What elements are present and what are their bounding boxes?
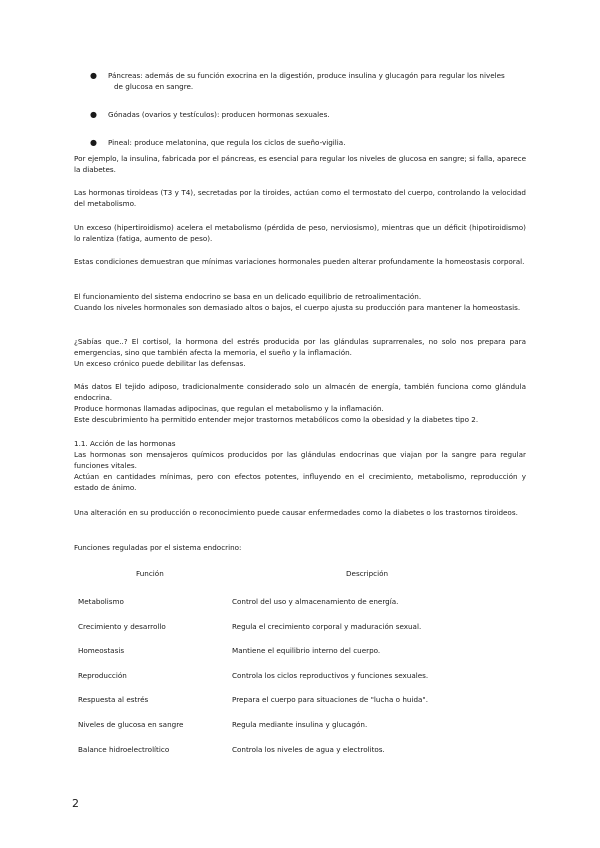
paragraph-adipose — [74, 381, 526, 425]
paragraph-hyperthyroidism — [74, 222, 526, 244]
table-row — [74, 719, 526, 744]
bullet-text-continued: de glucosa en sangre. — [114, 82, 194, 91]
paragraph-homeostasis — [74, 256, 526, 267]
paragraph-line: Estas condiciones demuestran que mínimas variaciones hormonales pueden alterar profundamente la homeostasis corporal. — [74, 257, 525, 266]
table-cell-function: Homeostasis — [78, 646, 125, 656]
list-item — [80, 137, 530, 148]
paragraph-line: Produce hormonas llamadas adipocinas, que regulan el metabolismo y la inflamación. — [74, 404, 384, 413]
table-cell-description: Prepara el cuerpo para situaciones de "lucha o huida". — [232, 695, 429, 705]
paragraph-cortisol — [74, 336, 526, 369]
gland-bullet-list — [80, 70, 530, 165]
paragraph-line: ¿Sabías que..? El cortisol, la hormona del estrés producida por las glándulas suprarrenales, no solo nos prepara para emergencias, sino que también afecta la memoria, el sueño y la inflamación. — [74, 337, 526, 357]
paragraph-line: Por ejemplo, la insulina, fabricada por el páncreas, es esencial para regular los niveles de glucosa en sangre; si falla, aparece la diabetes. — [74, 154, 526, 174]
section-heading: 1.1. Acción de las hormonas — [74, 439, 176, 448]
paragraph-thyroid — [74, 187, 526, 209]
endocrine-functions-table — [74, 568, 526, 768]
table-cell-function: Metabolismo — [78, 597, 124, 606]
table-row — [74, 645, 526, 670]
bullet-icon: ● — [90, 71, 97, 80]
table-cell-function: Reproducción — [78, 670, 127, 680]
table-cell-description: Controla los ciclos reproductivos y funciones sexuales. — [232, 670, 429, 680]
table-header-function: Función — [136, 569, 164, 578]
paragraph-line: Un exceso crónico puede debilitar las defensas. — [74, 359, 246, 368]
paragraph-line: Funciones reguladas por el sistema endocrino: — [74, 543, 242, 552]
table-intro — [74, 542, 526, 553]
list-item — [80, 109, 530, 120]
paragraph-feedback — [74, 291, 526, 313]
table-cell-description: Controla los niveles de agua y electrolitos. — [232, 744, 385, 754]
list-item — [80, 70, 530, 92]
table-row — [74, 621, 526, 646]
table-row — [74, 596, 526, 621]
table-cell-description: Mantiene el equilibrio interno del cuerpo. — [232, 646, 381, 656]
paragraph-line: Una alteración en su producción o reconocimiento puede causar enfermedades como la diabetes o los trastornos tiroideos. — [74, 508, 518, 517]
paragraph-line: El funcionamiento del sistema endocrino se basa en un delicado equilibrio de retroalimentación. — [74, 292, 422, 301]
paragraph-line: Más datos El tejido adiposo, tradicionalmente considerado solo un almacén de energía, también funciona como glándula endocrina. — [74, 382, 526, 402]
table-header-row — [74, 568, 526, 582]
table-cell-function: Respuesta al estrés — [78, 695, 149, 705]
paragraph-insulin — [74, 153, 526, 175]
bullet-text: Gónadas (ovarios y testículos): producen hormonas sexuales. — [108, 110, 330, 119]
page-number: 2 — [72, 797, 79, 810]
table-cell-function: Niveles de glucosa en sangre — [78, 719, 184, 729]
table-row — [74, 694, 526, 719]
bullet-text: Pineal: produce melatonina, que regula los ciclos de sueño-vigilia. — [108, 138, 346, 147]
table-cell-description: Control del uso y almacenamiento de energía. — [232, 597, 399, 606]
paragraph-line: Cuando los niveles hormonales son demasiado altos o bajos, el cuerpo ajusta su producción para mantener la homeostasis. — [74, 303, 521, 312]
table-header-description: Descripción — [346, 569, 389, 578]
paragraph-line: Las hormonas tiroideas (T3 y T4), secretadas por la tiroides, actúan como el termostato del cuerpo, controlando la velocidad del metabolismo. — [74, 188, 526, 208]
bullet-icon: ● — [90, 110, 97, 119]
bullet-icon: ● — [90, 138, 97, 147]
table-cell-function: Balance hidroelectrolítico — [78, 744, 170, 754]
table-row — [74, 670, 526, 695]
paragraph-line: Este descubrimiento ha permitido entender mejor trastornos metabólicos como la obesidad y la diabetes tipo 2. — [74, 415, 479, 424]
bullet-text: Páncreas: además de su función exocrina en la digestión, produce insulina y glucagón para regular los niveles — [108, 71, 505, 80]
paragraph-line: Un exceso (hipertiroidismo) acelera el metabolismo (pérdida de peso, nerviosismo), mientras que un déficit (hipotiroidismo) lo ralentiza (fatiga, aumento de peso). — [74, 223, 526, 243]
table-cell-description: Regula el crecimiento corporal y maduración sexual. — [232, 621, 422, 631]
table-row — [74, 744, 526, 769]
paragraph-alteration — [74, 507, 526, 518]
section-hormone-action — [74, 438, 526, 493]
paragraph-line: Actúan en cantidades mínimas, pero con efectos potentes, influyendo en el crecimiento, metabolismo, reproducción y estado de ánimo. — [74, 472, 526, 492]
table-cell-function: Crecimiento y desarrollo — [78, 621, 166, 631]
paragraph-line: Las hormonas son mensajeros químicos producidos por las glándulas endocrinas que viajan por la sangre para regular funciones vitales. — [74, 450, 526, 470]
table-cell-description: Regula mediante insulina y glucagón. — [232, 719, 368, 729]
